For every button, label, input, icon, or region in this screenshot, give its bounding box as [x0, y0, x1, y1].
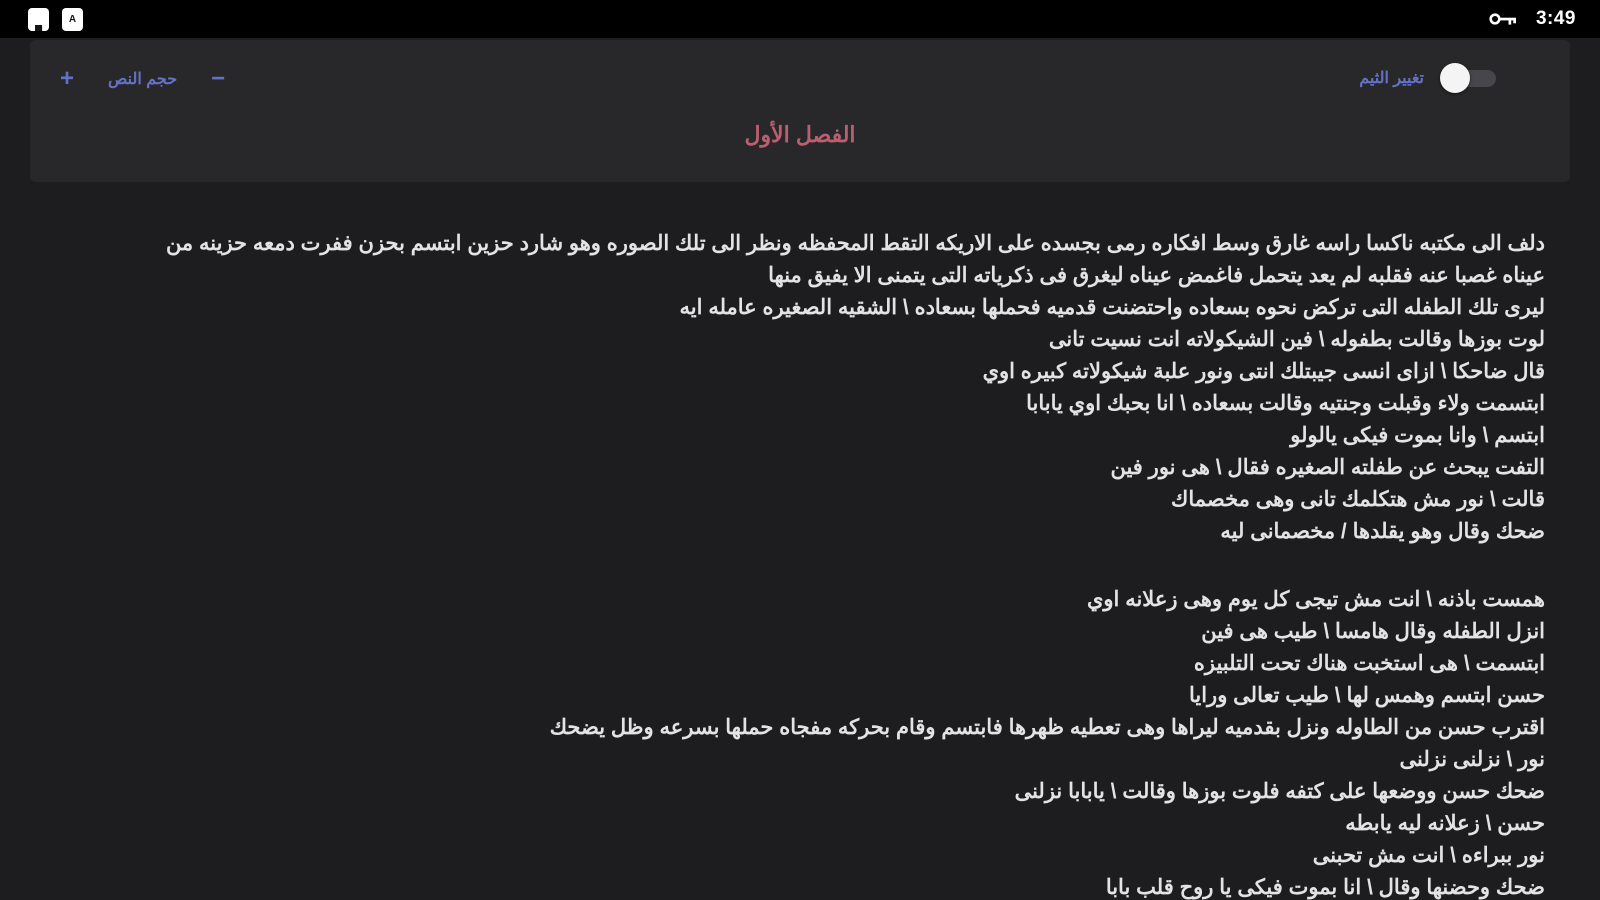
story-line: ليرى تلك الطفله التى تركض نحوه بسعاده واحتضنت قدميه فحملها بسعاده \ الشقيه الصغيره عامله ايه: [679, 296, 1545, 319]
story-line: همست باذنه \ انت مش تيجى كل يوم وهى زعلانه اوي: [1086, 588, 1545, 611]
story-line: لوت بوزها وقالت بطفوله \ فين الشيكولاته انت نسيت تانى: [1048, 328, 1545, 351]
font-size-decrease-button[interactable]: −: [211, 65, 226, 92]
story-line: ضحك حسن ووضعها على كتفه فلوت بوزها وقالت \ يابابا نزلنى: [1014, 780, 1545, 803]
notification-icon-1: [28, 8, 49, 31]
change-theme-label: تغيير الثيم: [1359, 70, 1424, 87]
story-line: حسن \ زعلانه ليه يابطه: [1345, 812, 1545, 835]
story-line: انزل الطفله وقال هامسا \ طيب هى فين: [1201, 620, 1545, 643]
theme-toggle-switch[interactable]: [1440, 62, 1498, 94]
story-line: دلف الى مكتبه ناكسا راسه غارق وسط افكاره رمى بجسده على الاريكه التقط المحفظه ونظر الى تلك الصوره وهو شارد حزين ابتسم بحزن ففرت دمعه حزينه من: [165, 232, 1545, 255]
story-line: ضحك وقال وهو يقلدها / مخصمانى ليه: [1220, 520, 1545, 543]
reader-header-card: [30, 40, 1570, 182]
story-line: ابتسم \ وانا بموت فيكى يالولو: [1290, 424, 1545, 447]
font-size-increase-button[interactable]: +: [60, 65, 75, 92]
story-line: نور ببراءه \ انت مش تحبنى: [1312, 844, 1545, 867]
notification-icon-1-glyph: ▄: [34, 19, 43, 31]
toggle-thumb[interactable]: [1440, 63, 1470, 93]
clock-time: 3:49: [1535, 8, 1576, 29]
story-line: حسن ابتسم وهمس لها \ طيب تعالى ورايا: [1188, 684, 1545, 707]
notification-icon-2-glyph: A: [68, 13, 77, 25]
story-line: عيناه غصبا عنه فقلبه لم يعد يتحمل فاغمض عيناه ليغرق فى ذكرياته التى يتمنى الا يفيق منها: [768, 264, 1545, 287]
story-line: ابتسمت \ هى استخبت هناك تحت التلبيزه: [1193, 652, 1545, 675]
font-size-label: حجم النص: [108, 71, 178, 88]
story-line: قال ضاحكا \ ازاى انسى جيبتلك انتى ونور علبة شيكولاته كبيره اوي: [982, 360, 1545, 383]
notification-icon-2: [62, 8, 83, 31]
story-line: قالت \ نور مش هتكلمك تانى وهى مخصماك: [1171, 488, 1545, 511]
story-line: التفت يبحث عن طفلته الصغيره فقال \ هى نور فين: [1110, 456, 1545, 479]
story-line: ابتسمت ولاء وقبلت وجنتيه وقالت بسعاده \ انا بحبك اوي يابابا: [1026, 392, 1545, 415]
story-line-clipped: ضحك وحضنها وقال \ انا بموت فيكى يا روح قلب بابا: [1105, 876, 1545, 899]
story-content: [40, 228, 1545, 900]
chapter-title: الفصل الأول: [744, 122, 856, 147]
status-bar: [0, 0, 1600, 38]
status-bar-right: [1488, 8, 1576, 30]
notification-icons: [28, 8, 83, 31]
story-line: نور \ نزلنى نزلنى: [1399, 748, 1545, 771]
story-line: اقترب حسن من الطاوله ونزل بقدميه ليراها وهى تعطيه ظهرها فابتسم وقام بحركه مفجاه حملها بسرعه وظل يضحك: [549, 716, 1545, 739]
paragraph-gap: [40, 548, 1545, 584]
vpn-key-icon: [1488, 11, 1518, 27]
theme-controls: [1359, 62, 1498, 94]
font-size-controls: [60, 66, 225, 92]
